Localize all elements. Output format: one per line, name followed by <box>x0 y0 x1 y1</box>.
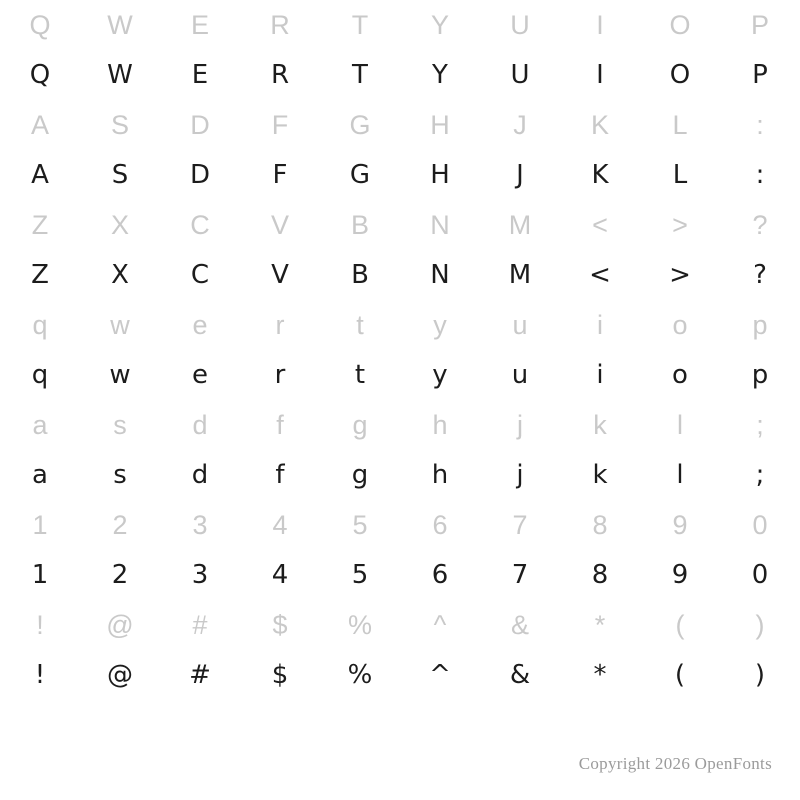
key-cell: 2 <box>112 509 128 540</box>
key-cell: y <box>433 309 447 340</box>
key-cell: M <box>508 209 532 240</box>
glyph-cell: L <box>672 160 688 190</box>
glyph-cell: k <box>592 460 608 490</box>
glyph-cell: K <box>591 160 609 190</box>
key-cell: A <box>30 109 49 140</box>
glyph-cell: ^ <box>429 660 451 690</box>
glyph-cell: f <box>275 460 285 490</box>
glyph-cell: B <box>351 260 369 290</box>
glyph-cell: 0 <box>751 560 769 590</box>
glyph-cell: T <box>352 60 368 90</box>
key-cell: ! <box>36 609 44 640</box>
glyph-cell: ; <box>755 460 765 490</box>
glyph-cell: j <box>516 460 524 490</box>
glyph-cell: F <box>272 160 288 190</box>
key-cell: Z <box>31 209 49 240</box>
key-cell: ^ <box>433 609 447 640</box>
key-cell: E <box>190 9 209 40</box>
glyph-cell: 7 <box>511 560 529 590</box>
glyph-cell: W <box>107 60 133 90</box>
glyph-cell: d <box>191 460 209 490</box>
key-cell: @ <box>106 609 134 640</box>
key-cell: g <box>352 409 368 440</box>
key-cell: N <box>430 209 450 240</box>
copyright-notice: Copyright 2026 OpenFonts <box>578 754 772 773</box>
key-cell: R <box>270 9 290 40</box>
key-cell: i <box>597 309 603 340</box>
glyph-cell: r <box>274 360 286 390</box>
key-cell: < <box>592 209 608 240</box>
keyboard-row-6 <box>0 500 800 550</box>
glyph-cell: C <box>190 260 210 290</box>
glyph-cell: % <box>347 660 373 690</box>
glyph-cell: 4 <box>271 560 289 590</box>
key-cell: X <box>110 209 129 240</box>
key-cell: d <box>192 409 208 440</box>
key-cell: u <box>512 309 528 340</box>
glyph-cell: I <box>596 60 604 90</box>
key-cell: l <box>677 409 683 440</box>
glyph-cell: 9 <box>671 560 689 590</box>
keyboard-row-2 <box>0 100 800 150</box>
glyph-cell: & <box>509 660 531 690</box>
key-cell: D <box>190 109 210 140</box>
glyph-cell: u <box>511 360 529 390</box>
glyph-cell: q <box>31 360 49 390</box>
glyph-row-1 <box>0 50 800 100</box>
key-cell: ( <box>675 609 685 640</box>
key-cell: $ <box>272 609 288 640</box>
glyph-cell: Y <box>432 60 448 90</box>
key-cell: e <box>192 309 208 340</box>
key-cell: 7 <box>512 509 528 540</box>
glyph-cell: 1 <box>31 560 49 590</box>
key-cell: t <box>356 309 364 340</box>
glyph-cell: 2 <box>111 560 129 590</box>
key-cell: 1 <box>32 509 48 540</box>
key-cell: L <box>672 109 688 140</box>
glyph-cell: O <box>669 60 691 90</box>
glyph-cell: a <box>32 460 48 490</box>
key-cell: O <box>669 9 691 40</box>
key-cell: f <box>276 409 284 440</box>
key-cell: & <box>510 609 529 640</box>
glyph-cell: A <box>31 160 49 190</box>
key-cell: C <box>190 209 210 240</box>
glyph-cell: J <box>516 160 524 190</box>
glyph-cell: 8 <box>591 560 609 590</box>
key-cell: ? <box>752 209 768 240</box>
glyph-cell: t <box>354 360 366 390</box>
glyph-cell: 6 <box>431 560 449 590</box>
key-cell: % <box>347 609 372 640</box>
glyph-cell: @ <box>107 660 133 690</box>
key-cell: # <box>192 609 208 640</box>
glyph-cell: * <box>593 660 607 690</box>
key-cell: P <box>750 9 769 40</box>
key-cell: Q <box>29 9 51 40</box>
key-cell: k <box>593 409 607 440</box>
key-cell: 6 <box>432 509 448 540</box>
key-cell: 4 <box>272 509 288 540</box>
key-cell: o <box>672 309 688 340</box>
glyph-row-7 <box>0 650 800 700</box>
keyboard-row-7 <box>0 600 800 650</box>
key-cell: Y <box>430 9 449 40</box>
glyph-cell: H <box>430 160 450 190</box>
key-cell: W <box>107 9 133 40</box>
glyph-cell: V <box>271 260 289 290</box>
glyph-cell: y <box>432 360 448 390</box>
key-cell: 9 <box>672 509 688 540</box>
glyph-cell: < <box>589 260 611 290</box>
glyph-cell: ( <box>674 660 686 690</box>
glyph-cell: i <box>596 360 604 390</box>
keyboard-row-5 <box>0 400 800 450</box>
glyph-cell: g <box>351 460 369 490</box>
key-cell: G <box>349 109 371 140</box>
key-cell: p <box>752 309 768 340</box>
glyph-cell: D <box>189 160 211 190</box>
key-cell: * <box>594 609 606 640</box>
glyph-row-5 <box>0 450 800 500</box>
key-cell: 0 <box>752 509 768 540</box>
glyph-cell: w <box>109 360 131 390</box>
glyph-cell: ! <box>34 660 46 690</box>
glyph-cell: $ <box>271 660 289 690</box>
key-cell: ; <box>756 409 764 440</box>
key-cell: h <box>432 409 448 440</box>
glyph-cell: s <box>113 460 127 490</box>
glyph-cell: o <box>672 360 688 390</box>
glyph-cell: > <box>669 260 691 290</box>
glyph-cell: R <box>270 60 290 90</box>
key-cell: ) <box>755 609 765 640</box>
key-cell: V <box>270 209 289 240</box>
glyph-row-3 <box>0 250 800 300</box>
key-cell: S <box>110 109 129 140</box>
key-cell: F <box>271 109 289 140</box>
glyph-cell: Q <box>29 60 51 90</box>
key-cell: 5 <box>352 509 368 540</box>
keyboard-row-3 <box>0 200 800 250</box>
key-cell: B <box>350 209 369 240</box>
key-cell: w <box>110 309 130 340</box>
glyph-row-4 <box>0 350 800 400</box>
key-cell: H <box>430 109 450 140</box>
glyph-cell: Z <box>31 260 49 290</box>
key-cell: j <box>517 409 523 440</box>
glyph-cell: N <box>430 260 450 290</box>
glyph-cell: 3 <box>191 560 209 590</box>
key-cell: a <box>32 409 48 440</box>
keyboard-row-1 <box>0 0 800 50</box>
glyph-cell: G <box>349 160 371 190</box>
glyph-cell: P <box>752 60 768 90</box>
glyph-cell: # <box>189 660 211 690</box>
key-cell: U <box>510 9 530 40</box>
key-cell: T <box>351 9 369 40</box>
glyph-cell: U <box>510 60 530 90</box>
key-cell: q <box>32 309 48 340</box>
key-cell: : <box>756 109 764 140</box>
glyph-cell: ? <box>753 260 767 290</box>
glyph-cell: l <box>676 460 684 490</box>
glyph-cell: X <box>111 260 129 290</box>
glyph-cell: h <box>431 460 449 490</box>
glyph-cell: S <box>111 160 129 190</box>
glyph-row-2 <box>0 150 800 200</box>
keyboard-row-4 <box>0 300 800 350</box>
glyph-cell: p <box>751 360 769 390</box>
key-cell: r <box>275 309 285 340</box>
key-cell: s <box>113 409 127 440</box>
glyph-cell: 5 <box>351 560 369 590</box>
glyph-cell: ) <box>754 660 766 690</box>
key-cell: > <box>672 209 688 240</box>
key-cell: K <box>590 109 609 140</box>
glyph-cell: : <box>755 160 765 190</box>
key-cell: 8 <box>592 509 608 540</box>
glyph-cell: M <box>508 260 532 290</box>
glyph-cell: e <box>192 360 208 390</box>
key-cell: I <box>596 9 604 40</box>
glyph-cell: E <box>191 60 209 90</box>
key-cell: 3 <box>192 509 208 540</box>
glyph-row-6 <box>0 550 800 600</box>
key-cell: J <box>513 109 527 140</box>
